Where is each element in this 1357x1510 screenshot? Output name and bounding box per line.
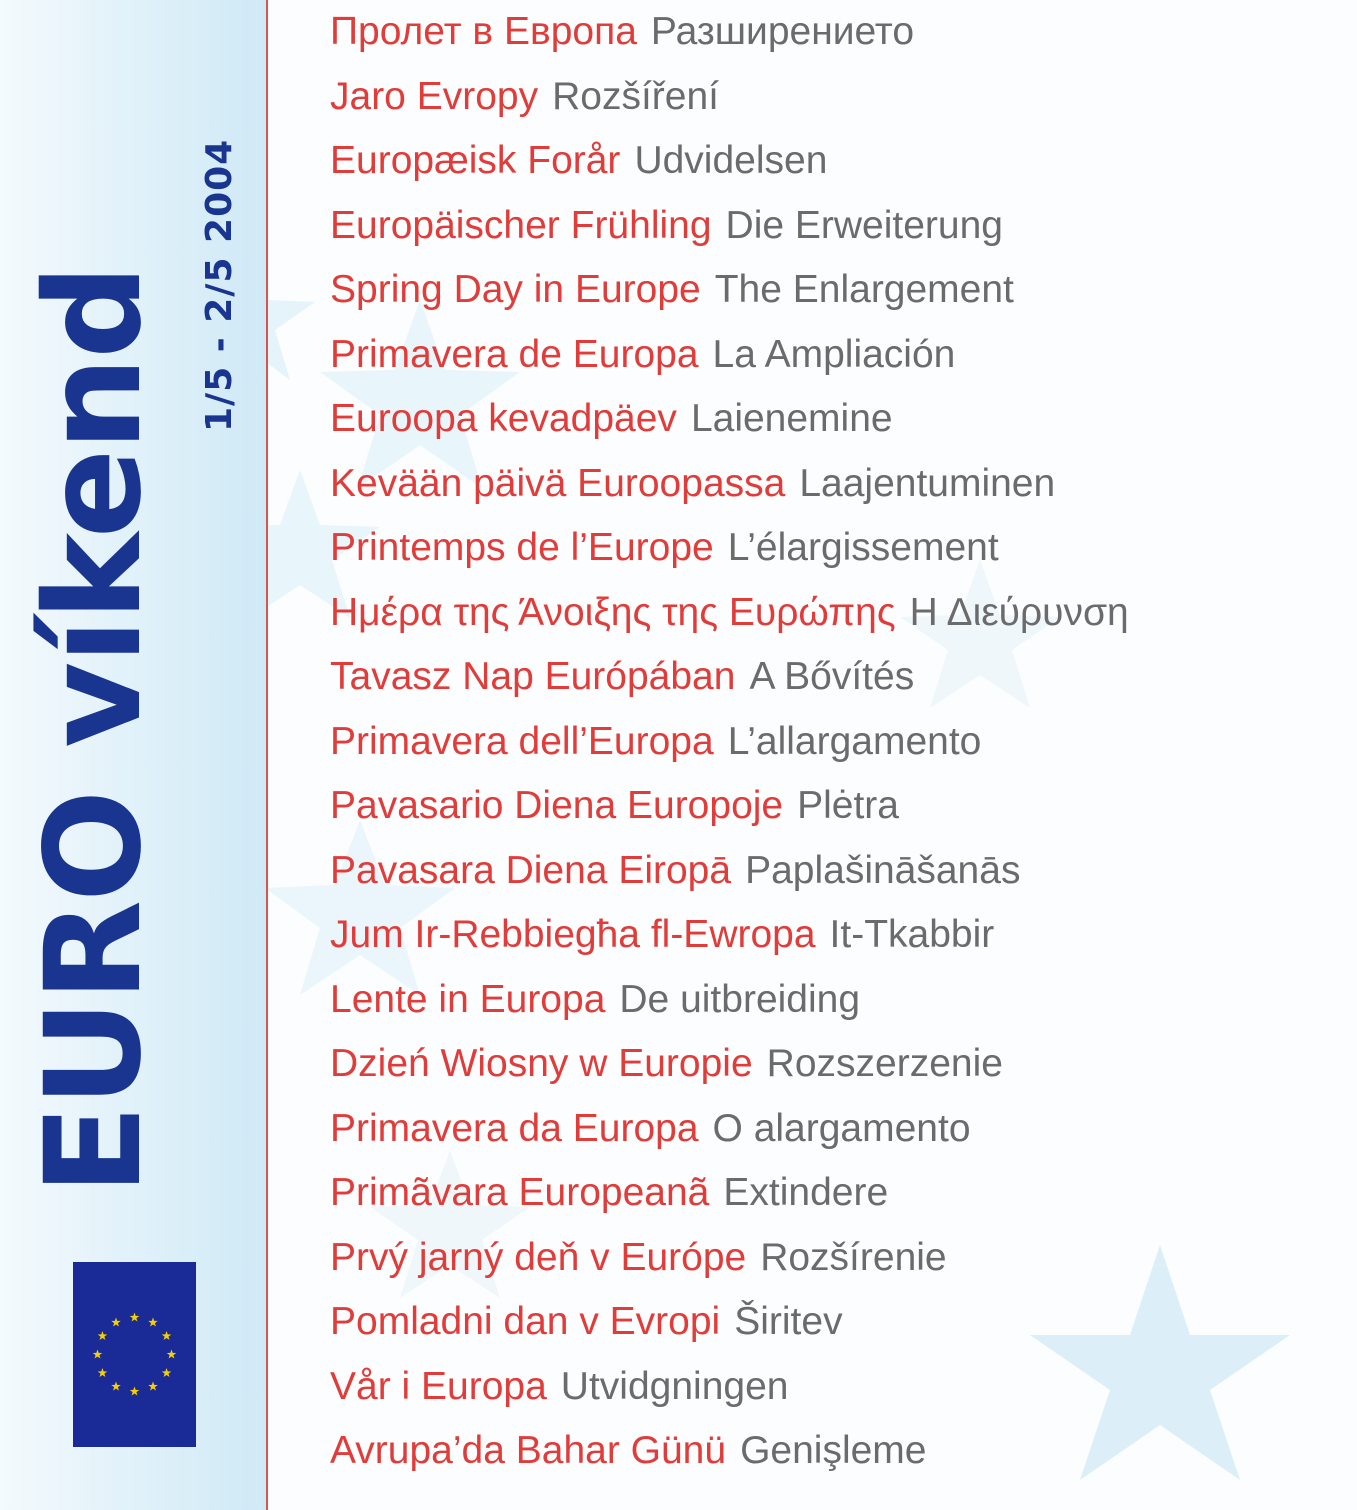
flag-star-icon [98,1368,108,1377]
list-item [330,653,1129,718]
event-name: Vår i Europa [330,1364,547,1408]
event-name: Avrupa’da Bahar Günü [330,1429,727,1472]
event-name: Primavera da Europa [330,1106,699,1150]
flag-star-icon [111,1382,121,1391]
event-name: Primavera dell’Europa [330,719,714,763]
eu-flag [73,1262,196,1447]
event-name: Dzień Wiosny w Europie [330,1042,753,1085]
enlargement-term: O alargamento [712,1106,971,1150]
enlargement-term: Η Διεύρυνση [909,590,1129,634]
event-name: Jum Ir-Rebbiegħa fl-Ewropa [330,913,816,956]
enlargement-term: A Bővítés [749,655,915,698]
list-item [330,1427,1129,1492]
event-name: Pavasario Diena Europoje [330,784,784,827]
event-name: Lente in Europa [330,977,606,1021]
flag-star-icon [167,1350,177,1359]
enlargement-term: Paplašināšanās [745,848,1021,892]
event-name: Prvý jarný deň v Európe [330,1235,747,1279]
event-name: Primãvara Europeanã [330,1171,710,1214]
event-name: Ημέρα της Άνοιξης της Ευρώπης [330,590,896,634]
list-item [330,1298,1129,1363]
list-item [330,1105,1129,1170]
event-name: Spring Day in Europe [330,268,701,311]
translation-list [330,8,1129,1492]
enlargement-term: Rozszerzenie [766,1042,1003,1085]
flag-star-icon [98,1331,108,1340]
list-item [330,718,1129,783]
event-name: Europæisk Forår [330,139,621,182]
page-title: EURO víkend [17,266,171,1195]
event-name: Pomladni dan v Evropi [330,1300,721,1343]
enlargement-term: Rozšíření [552,74,719,118]
list-item [330,460,1129,525]
flag-star-icon [148,1382,158,1391]
eu-flag-stars [73,1262,196,1447]
enlargement-term: Širitev [734,1300,843,1343]
enlargement-term: De uitbreiding [619,977,861,1021]
enlargement-term: Udvidelsen [634,139,828,182]
list-item [330,1234,1129,1299]
list-item [330,1363,1129,1428]
flag-star-icon [162,1368,172,1377]
enlargement-term: Rozšírenie [760,1235,947,1279]
flag-star-icon [130,1387,140,1396]
flag-star-icon [162,1331,172,1340]
enlargement-term: Extindere [723,1171,889,1214]
vertical-divider [266,0,268,1510]
list-item [330,1040,1129,1105]
list-item [330,976,1129,1041]
list-item [330,73,1129,138]
enlargement-term: The Enlargement [714,268,1014,311]
enlargement-term: Genişleme [740,1429,927,1472]
enlargement-term: Разширението [650,10,915,53]
event-name: Kevään päivä Euroopassa [330,461,786,505]
event-name: Jaro Evropy [330,74,539,118]
list-item [330,524,1129,589]
enlargement-term: Plėtra [797,784,899,827]
flag-star-icon [148,1317,158,1326]
event-name: Printemps de l’Europe [330,526,714,569]
flag-star-icon [93,1350,103,1359]
event-name: Europäischer Frühling [330,203,712,247]
event-name: Primavera de Europa [330,332,699,376]
list-item [330,395,1129,460]
enlargement-term: La Ampliación [712,332,956,376]
enlargement-term: Laienemine [690,397,893,440]
flag-star-icon [111,1317,121,1326]
list-item [330,8,1129,73]
event-name: Euroopa kevadpäev [330,397,677,440]
list-item [330,847,1129,912]
flag-star-icon [130,1313,140,1322]
enlargement-term: L’élargissement [727,526,999,569]
list-item [330,589,1129,654]
enlargement-term: It-Tkabbir [829,913,995,956]
list-item [330,782,1129,847]
list-item [330,137,1129,202]
event-name: Pavasara Diena Eiropā [330,848,732,892]
list-item [330,911,1129,976]
date-range: 1/5 - 2/5 2004 [199,138,240,432]
event-name: Tavasz Nap Európában [330,655,736,698]
enlargement-term: Laajentuminen [799,461,1056,505]
event-name: Пролет в Европа [330,10,637,53]
list-item [330,331,1129,396]
list-item [330,266,1129,331]
list-item [330,1169,1129,1234]
enlargement-term: Utvidgningen [560,1364,789,1408]
list-item [330,202,1129,267]
enlargement-term: L’allargamento [727,719,982,763]
enlargement-term: Die Erweiterung [725,203,1003,247]
